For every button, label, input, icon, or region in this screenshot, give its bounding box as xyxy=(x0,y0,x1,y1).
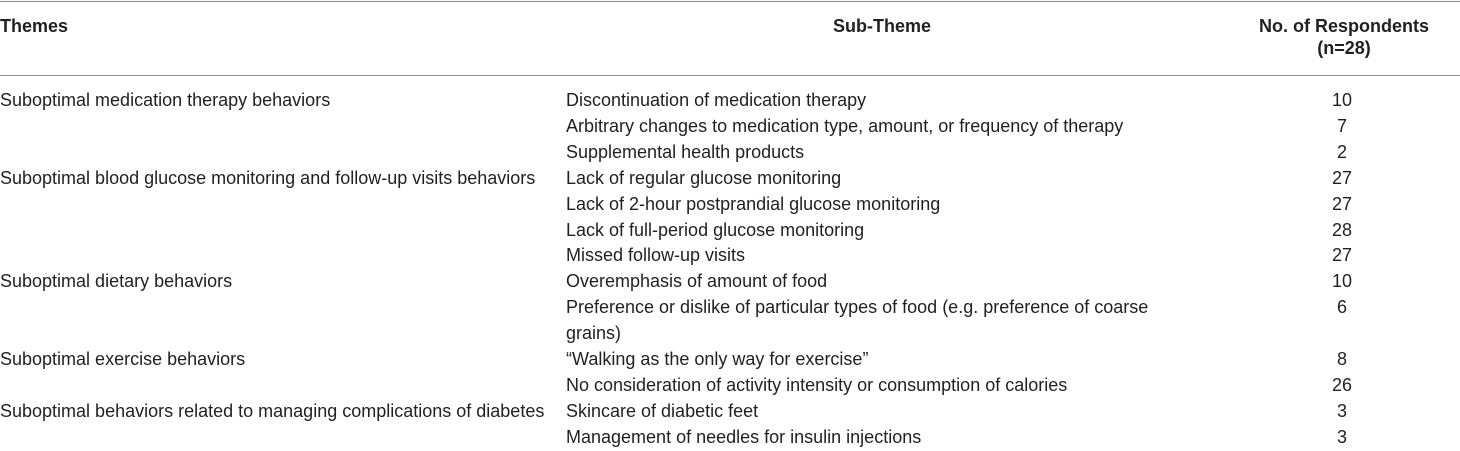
theme-cell: Suboptimal exercise behaviors xyxy=(0,349,246,370)
theme-cell xyxy=(0,243,566,269)
subtheme-cell: Arbitrary changes to medication type, amount, or frequency of therapy xyxy=(566,115,1124,136)
respondents-cell: 27 xyxy=(1331,193,1353,214)
respondents-cell: 2 xyxy=(1336,141,1347,162)
respondents-cell: 28 xyxy=(1331,219,1353,240)
table-row xyxy=(0,88,1460,114)
table-row xyxy=(0,373,1460,399)
respondents-cell: 10 xyxy=(1331,90,1353,110)
respondents-cell: 7 xyxy=(1336,115,1347,136)
respondents-cell: 8 xyxy=(1336,349,1347,370)
theme-cell xyxy=(0,140,566,166)
header-respondents xyxy=(1230,15,1458,59)
theme-cell: Suboptimal dietary behaviors xyxy=(0,271,233,292)
table-row xyxy=(0,218,1460,244)
header-rule xyxy=(0,75,1460,76)
subtheme-cell: Preference or dislike of particular types of food (e.g. preference of coarse grains) xyxy=(566,297,1149,344)
theme-cell: Suboptimal behaviors related to managing complications of diabetes xyxy=(0,400,545,421)
theme-cell xyxy=(0,425,566,451)
table-row xyxy=(0,399,1460,425)
table-body xyxy=(0,88,1460,451)
table-top-rule xyxy=(0,1,1460,2)
subtheme-cell: Missed follow-up visits xyxy=(566,245,746,266)
respondents-cell: 26 xyxy=(1331,374,1353,395)
table-row xyxy=(0,347,1460,373)
header-themes: Themes xyxy=(0,16,69,36)
table-row xyxy=(0,140,1460,166)
subtheme-cell: Overemphasis of amount of food xyxy=(566,271,828,292)
subtheme-cell: Skincare of diabetic feet xyxy=(566,400,759,421)
header-subtheme: Sub-Theme xyxy=(833,16,932,36)
subtheme-cell: Management of needles for insulin injections xyxy=(566,426,922,447)
table-row xyxy=(0,166,1460,192)
subtheme-cell: Lack of 2-hour postprandial glucose monitoring xyxy=(566,193,941,214)
table-row xyxy=(0,243,1460,269)
table-row xyxy=(0,269,1460,295)
header-respondents-line1: No. of Respondents xyxy=(1259,16,1429,36)
theme-cell: Suboptimal blood glucose monitoring and follow-up visits behaviors xyxy=(0,167,536,188)
subtheme-cell: “Walking as the only way for exercise” xyxy=(566,349,869,370)
subtheme-cell: No consideration of activity intensity or consumption of calories xyxy=(566,374,1068,395)
respondents-cell: 3 xyxy=(1336,426,1347,447)
table-row xyxy=(0,295,1460,347)
respondents-cell: 6 xyxy=(1336,297,1347,318)
theme-cell xyxy=(0,218,566,244)
header-respondents-line2: (n=28) xyxy=(1317,38,1371,58)
subtheme-cell: Discontinuation of medication therapy xyxy=(566,90,867,110)
respondents-cell: 10 xyxy=(1331,271,1353,292)
theme-cell xyxy=(0,192,566,218)
subtheme-cell: Supplemental health products xyxy=(566,141,805,162)
table-row xyxy=(0,192,1460,218)
theme-cell xyxy=(0,114,566,140)
subtheme-cell: Lack of regular glucose monitoring xyxy=(566,167,842,188)
respondents-cell: 3 xyxy=(1336,400,1347,421)
respondents-cell: 27 xyxy=(1331,167,1353,188)
theme-cell xyxy=(0,373,566,399)
table-row xyxy=(0,425,1460,451)
table-row xyxy=(0,114,1460,140)
theme-cell: Suboptimal medication therapy behaviors xyxy=(0,90,331,110)
theme-cell xyxy=(0,295,566,347)
respondents-cell: 27 xyxy=(1331,245,1353,266)
subtheme-cell: Lack of full-period glucose monitoring xyxy=(566,219,865,240)
